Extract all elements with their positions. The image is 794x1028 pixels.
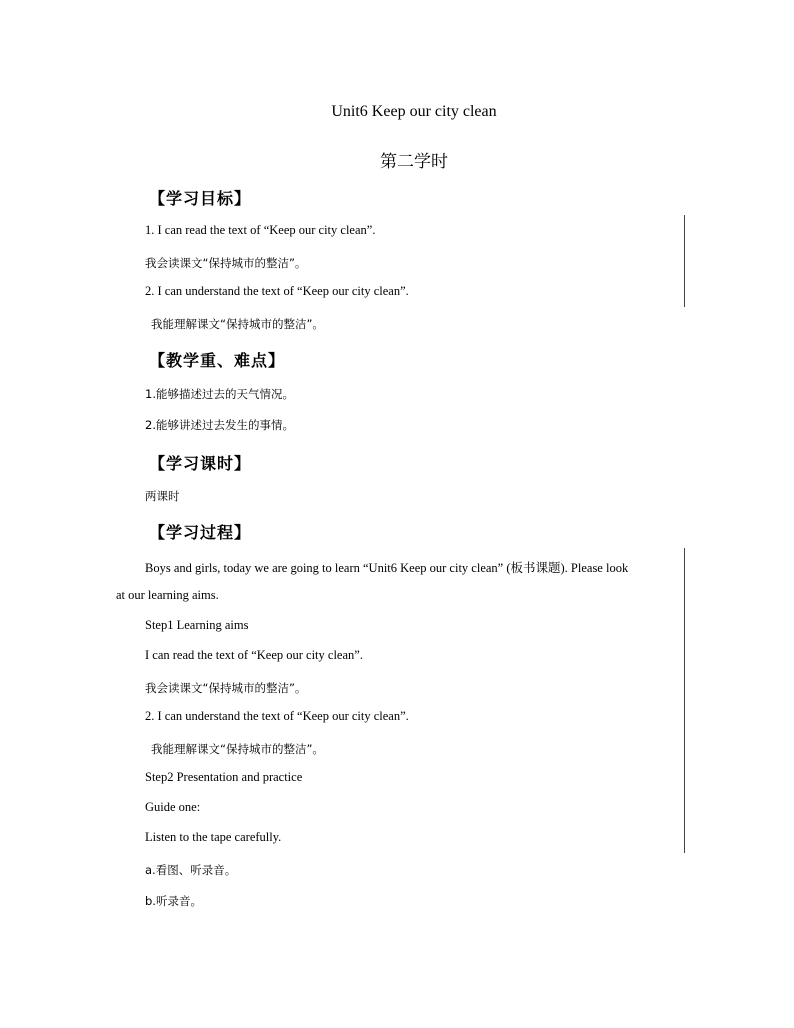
class-hours-heading: 【学习课时】 [149, 454, 252, 473]
key-point-2: 2.能够讲述过去发生的事情。 [145, 418, 294, 432]
process-heading: 【学习过程】 [149, 523, 252, 542]
goal-2-cn: 我能理解课文“保持城市的整洁”。 [151, 317, 324, 331]
aim-2-en: 2. I can understand the text of “Keep our city clean”. [145, 709, 409, 723]
class-hours-value: 两课时 [145, 489, 180, 503]
process-intro-line-1: Boys and girls, today we are going to learn “Unit6 Keep our city clean” (板书课题). Please look [145, 561, 629, 575]
document-title: Unit6 Keep our city clean [331, 103, 497, 120]
goals-heading: 【学习目标】 [149, 189, 252, 208]
goal-1-en: 1. I can read the text of “Keep our city clean”. [145, 223, 376, 237]
step-2-label: Step2 Presentation and practice [145, 770, 303, 784]
listen-instruction: Listen to the tape carefully. [145, 830, 282, 844]
goal-1-cn: 我会读课文“保持城市的整洁”。 [145, 256, 307, 270]
guide-one-label: Guide one: [145, 800, 201, 814]
margin-rule [684, 215, 685, 307]
process-intro-line-2: at our learning aims. [116, 588, 219, 602]
goal-2-en: 2. I can understand the text of “Keep our city clean”. [145, 284, 409, 298]
aim-1-cn: 我会读课文“保持城市的整洁”。 [145, 681, 307, 695]
activity-b: b.听录音。 [145, 894, 202, 908]
step-1-label: Step1 Learning aims [145, 618, 249, 632]
margin-rule-2 [684, 548, 685, 853]
document-subtitle: 第二学时 [380, 152, 448, 172]
activity-a: a.看图、听录音。 [145, 863, 237, 877]
key-point-1: 1.能够描述过去的天气情况。 [145, 387, 294, 401]
aim-1-en: I can read the text of “Keep our city clean”. [145, 648, 363, 662]
aim-2-cn: 我能理解课文“保持城市的整洁”。 [151, 742, 324, 756]
key-points-heading: 【教学重、难点】 [149, 351, 286, 370]
